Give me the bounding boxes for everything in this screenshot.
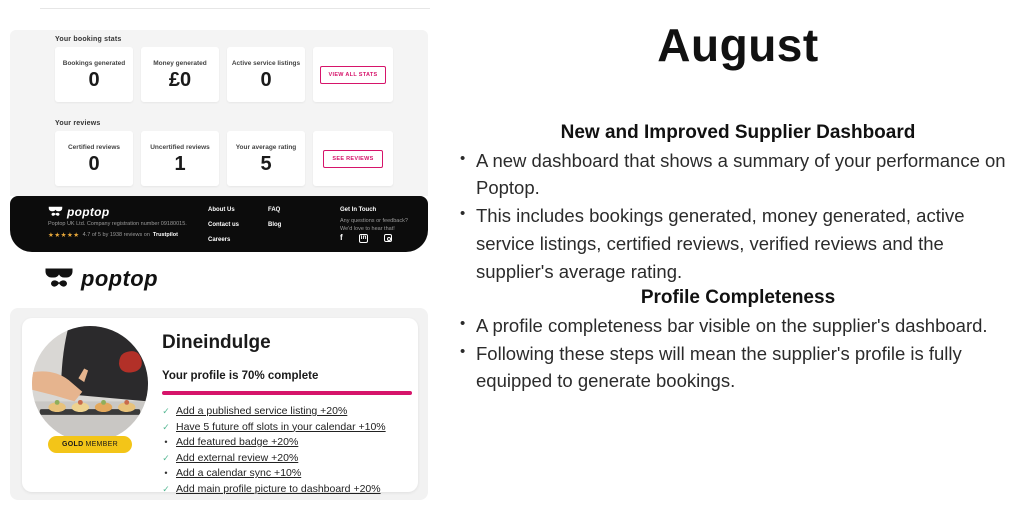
checklist-item (162, 467, 410, 479)
check-icon: ✓ (162, 483, 170, 494)
get-in-touch-subtext: Any questions or feedback? We'd love to hear that! (340, 218, 408, 233)
linkedin-icon[interactable]: in (360, 234, 367, 241)
checklist-link[interactable]: Have 5 future off slots in your calendar +10% (176, 420, 386, 433)
profile-bullets (458, 312, 1018, 395)
stat-label: Active service listings (231, 59, 301, 67)
section-heading-dashboard: New and Improved Supplier Dashboard (560, 122, 916, 143)
profile-info (162, 332, 410, 498)
poptop-mustache-icon (44, 267, 74, 291)
supplier-name: Dineindulge (162, 332, 271, 353)
gold-member-badge: GOLD MEMBER (48, 436, 132, 453)
bullet-item: • Following these steps will mean the supplier's profile is fully equipped to generate bookings. (458, 340, 1018, 396)
poptop-mustache-icon (48, 206, 63, 218)
stat-value: 0 (260, 68, 272, 91)
checklist-link[interactable]: Add main profile picture to dashboard +20% (176, 482, 381, 495)
footer-nav-col2 (268, 207, 281, 228)
footer-link-faq[interactable]: FAQ (268, 207, 281, 213)
get-in-touch-heading: Get In Touch (340, 207, 377, 213)
stat-label: Money generated (153, 59, 207, 67)
facebook-icon[interactable]: f (340, 233, 343, 243)
stat-label: Uncertified reviews (150, 143, 210, 151)
dashboard-bullets (458, 147, 1018, 286)
check-icon: ✓ (162, 406, 170, 416)
see-reviews-button[interactable]: SEE REVIEWS (323, 150, 382, 168)
instagram-icon[interactable] (384, 234, 392, 242)
footer-link-contact-us[interactable]: Contact us (208, 222, 240, 228)
checklist-item (162, 452, 410, 464)
checklist-link[interactable]: Add a published service listing +20% (176, 405, 348, 417)
check-icon: ✓ (162, 421, 170, 432)
checklist-link[interactable]: Add external review +20% (176, 451, 299, 464)
bullet-item: • This includes bookings generated, money generated, active service listings, certified reviews, verified reviews and the supplier's average rating. (458, 202, 1018, 285)
bullet-icon: • (164, 468, 168, 478)
chef-photo (32, 326, 148, 442)
checklist-item (162, 405, 410, 417)
footer-logo-text: poptop (67, 205, 110, 219)
checklist-item (162, 483, 410, 495)
checklist-item (162, 421, 410, 433)
stat-value: 0 (88, 68, 100, 91)
stat-card-bookings (55, 47, 133, 102)
view-all-stats-card (313, 47, 393, 102)
changelog-body (458, 120, 1018, 395)
booking-stats-cards (55, 47, 393, 102)
reviews-label: Your reviews (55, 120, 101, 127)
poptop-logo-text: poptop (81, 266, 158, 291)
site-footer (10, 196, 428, 252)
footer-link-careers[interactable]: Careers (208, 237, 231, 243)
stat-value: 5 (260, 152, 272, 175)
bullet-icon: • (164, 437, 168, 447)
footer-logo (48, 205, 109, 219)
stat-label: Your average rating (235, 143, 297, 151)
see-reviews-card (313, 131, 393, 186)
supplier-avatar (32, 326, 148, 442)
month-title: August (657, 19, 819, 71)
stat-label: Bookings generated (62, 59, 126, 67)
get-in-touch-block (340, 207, 408, 234)
stat-card-money (141, 47, 219, 102)
trustpilot-rating (48, 231, 178, 239)
bullet-item: • A profile completeness bar visible on the supplier's dashboard. (458, 312, 1018, 340)
booking-stats-panel (10, 30, 428, 196)
divider (40, 8, 430, 9)
star-rating-icon: ★★★★★ (48, 232, 80, 239)
poptop-logo (44, 266, 158, 292)
footer-link-about-us[interactable]: About Us (208, 207, 235, 213)
footer-nav-col1 (208, 207, 239, 243)
profile-card (22, 318, 418, 495)
profile-checklist (162, 405, 410, 495)
bullet-item: • A new dashboard that shows a summary of your performance on Poptop. (458, 147, 1018, 203)
profile-completeness-label: Your profile is 70% complete (162, 370, 319, 382)
dashboard-screenshot-column (10, 0, 438, 512)
stat-value: £0 (168, 68, 192, 91)
footer-link-blog[interactable]: Blog (268, 222, 282, 228)
stat-card-uncertified-reviews (141, 131, 219, 186)
stat-value: 1 (174, 152, 186, 175)
company-registration-line: Poptop UK Ltd. Company registration number 09180015. (48, 221, 187, 227)
trustpilot-link[interactable]: Trustpilot (152, 232, 178, 238)
checklist-item (162, 436, 410, 448)
booking-stats-label: Your booking stats (55, 36, 122, 43)
section-heading-profile: Profile Completeness (640, 287, 836, 309)
reviews-cards (55, 131, 393, 186)
view-all-stats-button[interactable]: VIEW ALL STATS (320, 66, 387, 84)
stat-card-certified-reviews (55, 131, 133, 186)
profile-progress-bar (162, 391, 412, 395)
check-icon: ✓ (162, 452, 170, 463)
social-icons (340, 234, 392, 243)
stat-card-average-rating (227, 131, 305, 186)
changelog-column (458, 0, 1018, 512)
stat-label: Certified reviews (67, 143, 121, 151)
checklist-link[interactable]: Add a calendar sync +10% (176, 467, 302, 479)
rating-text: 4.7 of 5 by 1938 reviews on (82, 232, 150, 238)
stat-card-listings (227, 47, 305, 102)
stat-value: 0 (88, 152, 100, 175)
checklist-link[interactable]: Add featured badge +20% (176, 436, 299, 448)
profile-panel (10, 308, 428, 500)
